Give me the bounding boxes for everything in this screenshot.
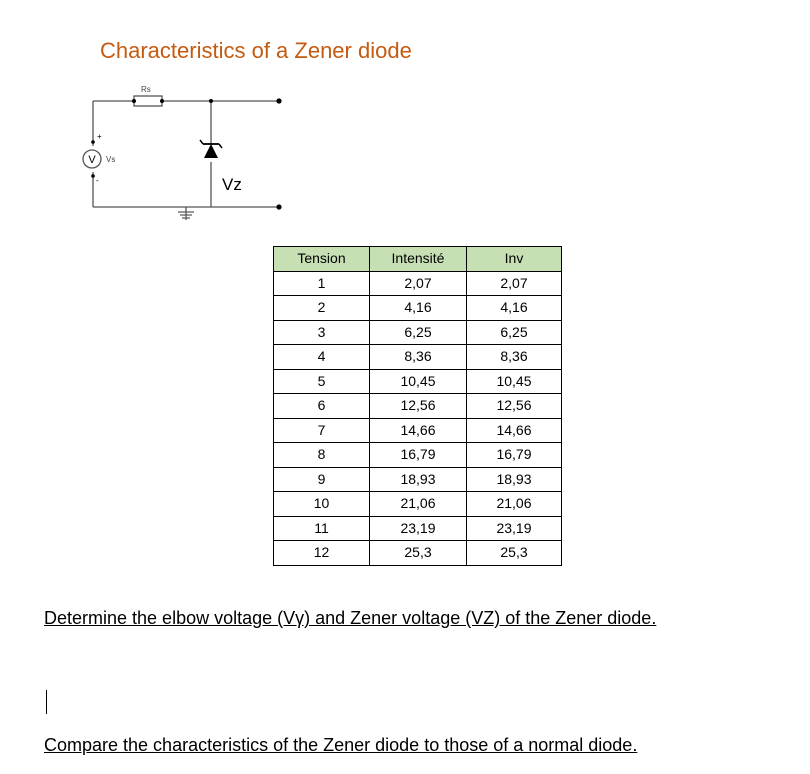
table-cell: 8	[274, 443, 370, 468]
question-elbow-voltage: Determine the elbow voltage (Vγ) and Zener voltage (VZ) of the Zener diode.	[44, 608, 657, 628]
zener-circuit-diagram	[78, 82, 298, 222]
table-cell: 3	[274, 320, 370, 345]
table-cell: 6,25	[467, 320, 562, 345]
table-cell: 25,3	[467, 541, 562, 566]
table-header-row	[274, 247, 562, 272]
table-row	[274, 467, 562, 492]
table-cell: 23,19	[467, 516, 562, 541]
table-row	[274, 394, 562, 419]
source-label: Vs	[106, 155, 116, 164]
table-cell: 6	[274, 394, 370, 419]
measurement-table	[273, 246, 562, 566]
table-row	[274, 492, 562, 517]
table-cell: 12,56	[467, 394, 562, 419]
table-cell: 10,45	[467, 369, 562, 394]
minus-sign: -	[96, 176, 99, 185]
table-cell: 10	[274, 492, 370, 517]
table-row	[274, 271, 562, 296]
table-row	[274, 541, 562, 566]
table-row	[274, 418, 562, 443]
table-cell: 11	[274, 516, 370, 541]
table-cell: 14,66	[370, 418, 467, 443]
table-cell: 5	[274, 369, 370, 394]
table-cell: 1	[274, 271, 370, 296]
column-header-tension: Tension	[274, 247, 370, 272]
table-cell: 25,3	[370, 541, 467, 566]
table-cell: 18,93	[370, 467, 467, 492]
question-compare-diodes: Compare the characteristics of the Zener diode to those of a normal diode.	[44, 735, 638, 755]
table-cell: 4,16	[370, 296, 467, 321]
table-cell: 16,79	[370, 443, 467, 468]
table-row	[274, 345, 562, 370]
table-cell: 12,56	[370, 394, 467, 419]
page-title: Characteristics of a Zener diode	[100, 38, 412, 63]
table-cell: 2	[274, 296, 370, 321]
table-cell: 2,07	[370, 271, 467, 296]
table-row	[274, 296, 562, 321]
table-cell: 21,06	[467, 492, 562, 517]
table-cell: 14,66	[467, 418, 562, 443]
column-header-inv: Inv	[467, 247, 562, 272]
table-cell: 9	[274, 467, 370, 492]
table-cell: 6,25	[370, 320, 467, 345]
zener-label: Vz	[222, 175, 242, 194]
text-cursor[interactable]	[46, 690, 47, 714]
table-cell: 8,36	[370, 345, 467, 370]
table-cell: 16,79	[467, 443, 562, 468]
table-cell: 21,06	[370, 492, 467, 517]
table-cell: 4,16	[467, 296, 562, 321]
table-cell: 2,07	[467, 271, 562, 296]
table-row	[274, 369, 562, 394]
column-header-intensite: Intensité	[370, 247, 467, 272]
table-cell: 23,19	[370, 516, 467, 541]
table-row	[274, 443, 562, 468]
table-row	[274, 516, 562, 541]
table-cell: 7	[274, 418, 370, 443]
source-symbol: V	[88, 154, 96, 166]
table-cell: 18,93	[467, 467, 562, 492]
table-row	[274, 320, 562, 345]
resistor-label: Rs	[141, 85, 151, 94]
table-cell: 10,45	[370, 369, 467, 394]
table-cell: 4	[274, 345, 370, 370]
table-cell: 8,36	[467, 345, 562, 370]
table-cell: 12	[274, 541, 370, 566]
resistor-icon	[134, 96, 162, 106]
plus-sign: +	[97, 132, 102, 141]
